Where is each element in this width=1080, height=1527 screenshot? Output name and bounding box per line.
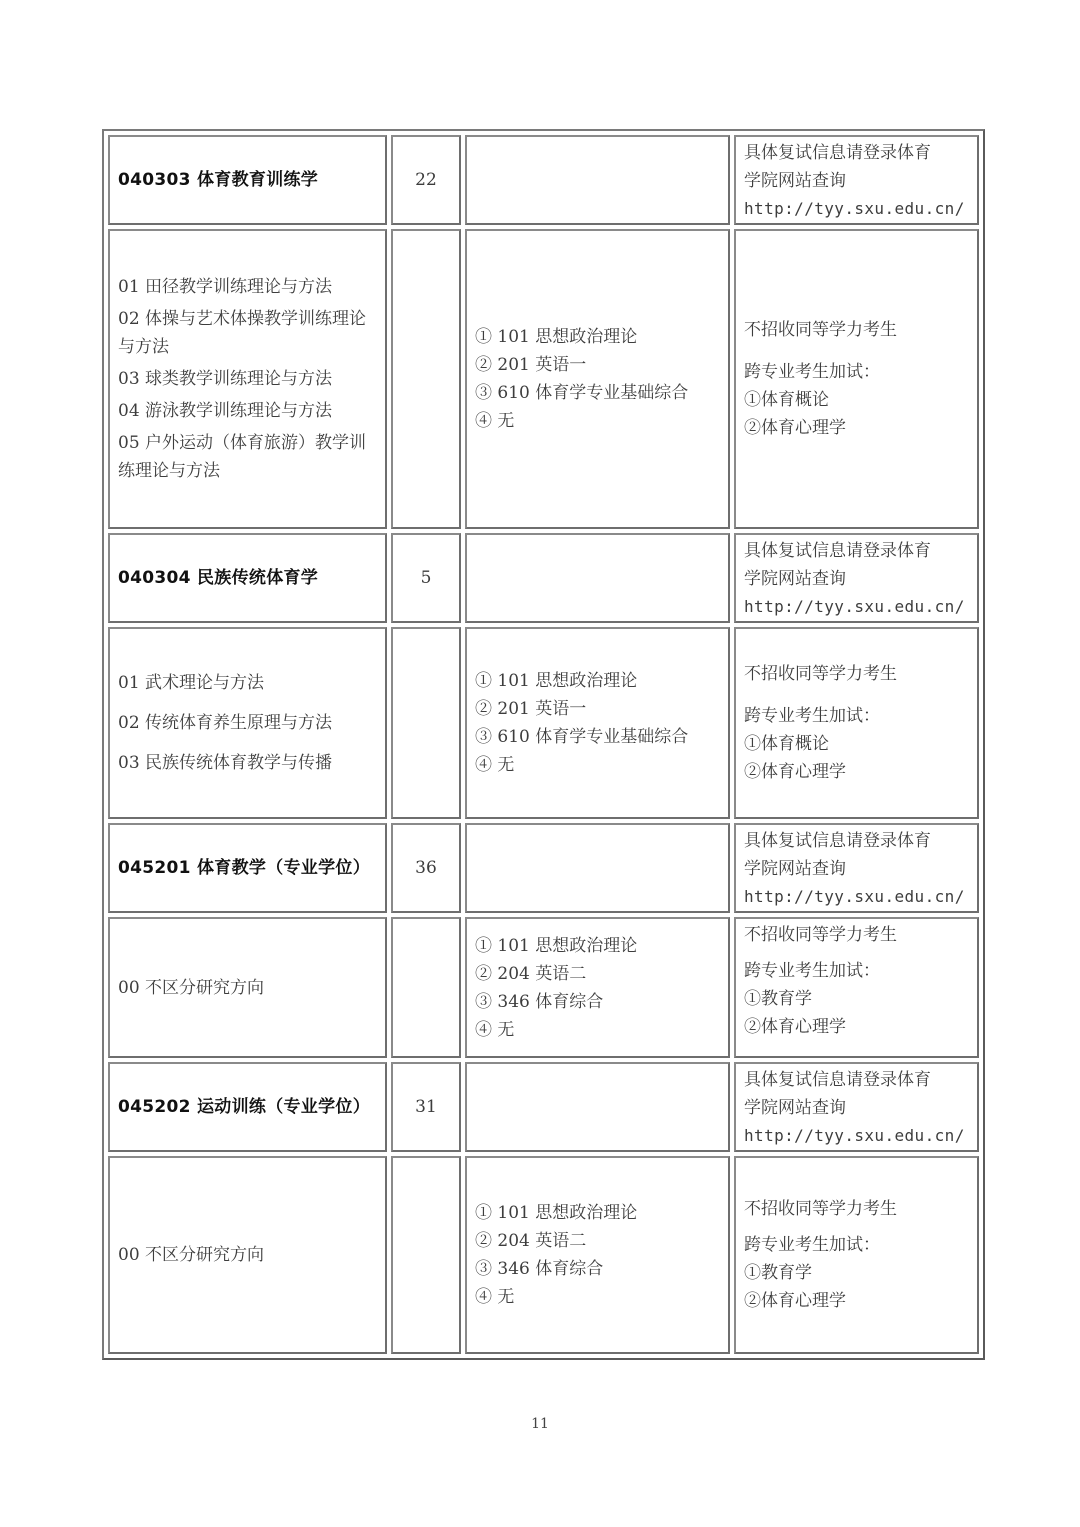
no-equivalent-note: 不招收同等学力考生 xyxy=(744,664,897,684)
exam-subject: ② 204 英语二 xyxy=(475,963,587,984)
major-title: 045201 体育教学（专业学位） xyxy=(118,858,370,878)
major-title-cell xyxy=(108,823,387,913)
major-row xyxy=(108,135,979,225)
quota-value: 22 xyxy=(415,170,437,190)
extra-exam-item: ①教育学 xyxy=(744,989,812,1009)
retest-note-line: 学院网站查询 xyxy=(744,859,846,879)
no-equivalent-note: 不招收同等学力考生 xyxy=(744,925,897,945)
no-equivalent-note: 不招收同等学力考生 xyxy=(744,320,897,340)
spacer xyxy=(744,1223,969,1231)
spacer xyxy=(744,688,969,702)
major-row xyxy=(108,1062,979,1152)
directions-cell xyxy=(108,229,387,529)
extra-exam-item: ①体育概论 xyxy=(744,390,829,410)
college-website-link[interactable]: http://tyy.sxu.edu.cn/ xyxy=(744,199,965,218)
extra-exam-item: ②体育心理学 xyxy=(744,762,846,782)
page-number: 11 xyxy=(531,1416,549,1432)
major-title: 040304 民族传统体育学 xyxy=(118,568,319,588)
exam-cell-empty xyxy=(465,1062,730,1152)
quota-value: 31 xyxy=(415,1097,437,1117)
quota-value: 36 xyxy=(415,858,437,878)
exam-subject: ④ 无 xyxy=(475,1019,515,1040)
direction-item: 03 球类教学训练理论与方法 xyxy=(118,369,333,389)
major-row xyxy=(108,823,979,913)
quota-cell-empty xyxy=(391,229,461,529)
college-website-link[interactable]: http://tyy.sxu.edu.cn/ xyxy=(744,1126,965,1145)
quota-cell-empty xyxy=(391,627,461,819)
retest-note-line: 学院网站查询 xyxy=(744,1098,846,1118)
direction-item: 01 田径教学训练理论与方法 xyxy=(118,277,333,297)
major-title: 045202 运动训练（专业学位） xyxy=(118,1097,370,1117)
major-title: 040303 体育教育训练学 xyxy=(118,170,319,190)
major-row xyxy=(108,533,979,623)
exam-subject: ③ 346 体育综合 xyxy=(475,991,604,1012)
remarks-cell xyxy=(734,1156,979,1354)
extra-exam-item: ②体育心理学 xyxy=(744,1291,846,1311)
retest-note-line: 学院网站查询 xyxy=(744,569,846,589)
directions-cell xyxy=(108,1156,387,1354)
college-website-link[interactable]: http://tyy.sxu.edu.cn/ xyxy=(744,887,965,906)
extra-exam-item: ②体育心理学 xyxy=(744,418,846,438)
remarks-cell xyxy=(734,229,979,529)
quota-cell xyxy=(391,533,461,623)
no-equivalent-note: 不招收同等学力考生 xyxy=(744,1199,897,1219)
quota-cell-empty xyxy=(391,1156,461,1354)
exam-subject: ② 204 英语二 xyxy=(475,1231,587,1251)
directions-cell xyxy=(108,627,387,819)
retest-note-cell xyxy=(734,533,979,623)
retest-note-line: 具体复试信息请登录体育 xyxy=(744,1070,931,1090)
admissions-catalog-table xyxy=(102,129,985,1360)
quota-value: 5 xyxy=(420,568,432,588)
exam-cell-empty xyxy=(465,135,730,225)
exam-subject: ③ 610 体育学专业基础综合 xyxy=(475,727,689,747)
exam-subject: ① 101 思想政治理论 xyxy=(475,1203,638,1223)
exam-subjects-cell xyxy=(465,627,730,819)
exam-subject: ① 101 思想政治理论 xyxy=(475,935,638,956)
direction-item: 02 传统体育养生原理与方法 xyxy=(118,713,333,733)
exam-cell-empty xyxy=(465,533,730,623)
extra-exam-label: 跨专业考生加试： xyxy=(744,706,880,726)
exam-subjects-cell xyxy=(465,229,730,529)
direction-item: 00 不区分研究方向 xyxy=(118,977,265,998)
exam-subject: ① 101 思想政治理论 xyxy=(475,327,638,347)
extra-exam-item: ②体育心理学 xyxy=(744,1017,846,1037)
exam-subject: ③ 346 体育综合 xyxy=(475,1259,604,1279)
directions-cell xyxy=(108,917,387,1058)
direction-item: 00 不区分研究方向 xyxy=(118,1245,265,1265)
exam-cell-empty xyxy=(465,823,730,913)
direction-item: 05 户外运动（体育旅游）教学训练理论与方法 xyxy=(118,433,367,481)
direction-row xyxy=(108,1156,979,1354)
exam-subject: ④ 无 xyxy=(475,1287,515,1307)
direction-row xyxy=(108,627,979,819)
retest-note-line: 具体复试信息请登录体育 xyxy=(744,541,931,561)
retest-note-line: 学院网站查询 xyxy=(744,171,846,191)
spacer xyxy=(744,344,969,358)
exam-subjects-cell xyxy=(465,1156,730,1354)
direction-row xyxy=(108,917,979,1058)
remarks-cell xyxy=(734,627,979,819)
direction-item: 02 体操与艺术体操教学训练理论与方法 xyxy=(118,309,367,357)
major-title-cell xyxy=(108,135,387,225)
exam-subjects-cell xyxy=(465,917,730,1058)
major-title-cell xyxy=(108,533,387,623)
direction-row xyxy=(108,229,979,529)
major-title-cell xyxy=(108,1062,387,1152)
extra-exam-label: 跨专业考生加试： xyxy=(744,961,880,981)
quota-cell xyxy=(391,1062,461,1152)
exam-subject: ② 201 英语一 xyxy=(475,355,587,375)
extra-exam-label: 跨专业考生加试： xyxy=(744,362,880,382)
quota-cell xyxy=(391,823,461,913)
retest-note-cell xyxy=(734,1062,979,1152)
retest-note-line: 具体复试信息请登录体育 xyxy=(744,831,931,851)
retest-note-line: 具体复试信息请登录体育 xyxy=(744,143,931,163)
college-website-link[interactable]: http://tyy.sxu.edu.cn/ xyxy=(744,597,965,616)
exam-subject: ④ 无 xyxy=(475,411,515,431)
remarks-cell xyxy=(734,917,979,1058)
exam-subject: ② 201 英语一 xyxy=(475,699,587,719)
quota-cell xyxy=(391,135,461,225)
extra-exam-label: 跨专业考生加试： xyxy=(744,1235,880,1255)
direction-item: 03 民族传统体育教学与传播 xyxy=(118,753,333,773)
exam-subject: ③ 610 体育学专业基础综合 xyxy=(475,383,689,403)
spacer xyxy=(744,949,969,957)
retest-note-cell xyxy=(734,135,979,225)
direction-item: 04 游泳教学训练理论与方法 xyxy=(118,401,333,421)
retest-note-cell xyxy=(734,823,979,913)
extra-exam-item: ①教育学 xyxy=(744,1263,812,1283)
quota-cell-empty xyxy=(391,917,461,1058)
extra-exam-item: ①体育概论 xyxy=(744,734,829,754)
exam-subject: ① 101 思想政治理论 xyxy=(475,671,638,691)
direction-item: 01 武术理论与方法 xyxy=(118,673,265,693)
exam-subject: ④ 无 xyxy=(475,755,515,775)
